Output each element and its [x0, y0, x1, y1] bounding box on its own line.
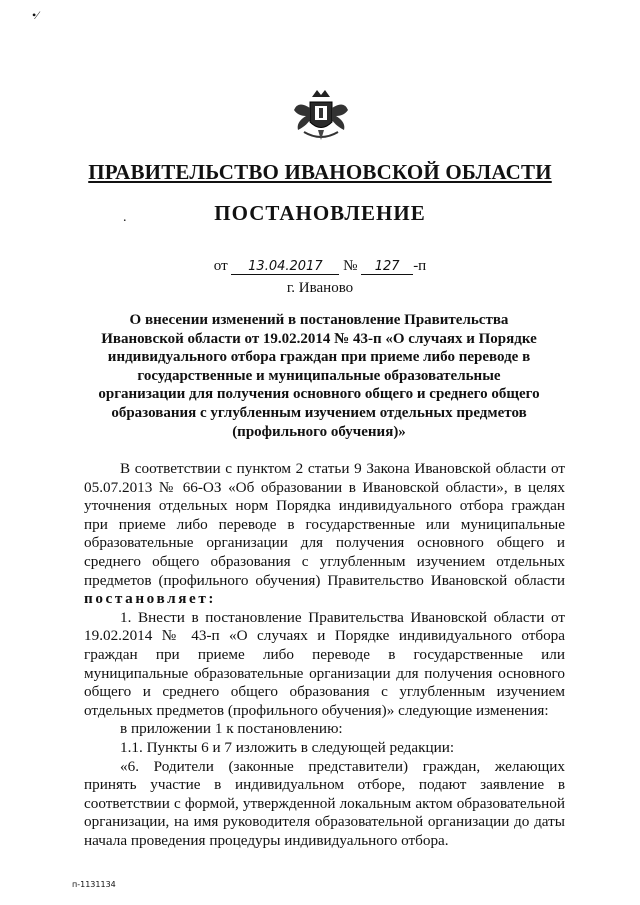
document-type: ПОСТАНОВЛЕНИЕ: [214, 201, 426, 225]
item-6-paragraph: «6. Родители (законные представители) граждан, желающих принять участие в индивидуальном отборе, подают заявление в соответствии с формой, утвержденной локальным актом образовательной организации, на имя руководителя образовательной организации до даты начала проведения процедуры индивидуального отбора.: [84, 757, 565, 849]
coat-of-arms-icon: [290, 86, 352, 146]
date-prefix: от: [213, 258, 228, 274]
government-title: ПРАВИТЕЛЬСТВО ИВАНОВСКОЙ ОБЛАСТИ: [88, 160, 552, 184]
corner-mark: •⁄: [32, 8, 39, 22]
document-subject: О внесении изменений в постановление Правительства Ивановской области от 19.02.2014 № 43-п «О случаях и Порядке индивидуального отбора граждан при приеме либо переводе в государственные и муниципальные образовательные организации для получения основного общего и среднего общего образования с углубленным изучением отдельных предметов (профильного обучения)»: [98, 312, 540, 440]
date-number-line: [0, 258, 640, 275]
footer-code: п-1131134: [72, 880, 116, 889]
handwritten-number: 127: [361, 259, 413, 275]
number-sign: №: [343, 258, 358, 274]
item-1-1-paragraph: 1.1. Пункты 6 и 7 изложить в следующей редакции:: [120, 738, 455, 756]
number-suffix: -п: [413, 258, 427, 274]
preamble-text: В соответствии с пунктом 2 статьи 9 Закона Ивановской области от 05.07.2013 № 66-ОЗ «Об образовании в Ивановской области», в целях уточнения отдельных норм Порядка индивидуального отбора граждан при приеме либо переводе в государственные или муниципальные образовательные организации для получения основного общего и среднего общего образования с углубленным изучением отдельных предметов (профильного обучения) Правительство Ивановской области: [84, 460, 565, 589]
stray-dot: .: [123, 210, 127, 225]
handwritten-date: 13.04.2017: [231, 259, 339, 275]
resolves-word: постановляет:: [84, 590, 217, 608]
item-1-paragraph: 1. Внести в постановление Правительства Ивановской области от 19.02.2014 № 43-п «О случаях и Порядке индивидуального отбора граждан при приеме либо переводе в государственные или муниципальные образовательные организации для получения основного общего и среднего общего образования с углубленным изучением отдельных предметов (профильного обучения)» следующие изменения:: [84, 608, 565, 719]
preamble-paragraph: [84, 460, 565, 609]
appendix-paragraph: в приложении 1 к постановлению:: [120, 720, 343, 738]
city: г. Иваново: [286, 280, 354, 296]
document-body: [84, 460, 565, 850]
